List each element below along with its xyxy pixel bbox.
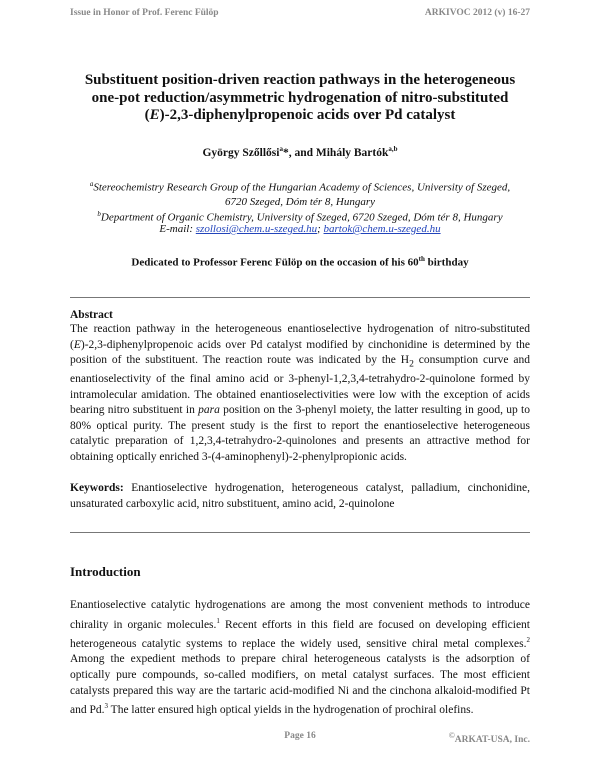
dedication-text-end: birthday	[424, 256, 469, 269]
author-separator: *, and	[282, 146, 316, 159]
author-1: György Szőllősi	[202, 146, 280, 159]
reference-3[interactable]: 3	[104, 702, 108, 711]
page-number: Page 16	[284, 731, 316, 741]
title-line-2: one-pot reduction/asymmetric hydrogenation of nitro-substituted	[91, 89, 509, 106]
title-italic-e: E	[149, 107, 160, 123]
paper-title: Substituent position-driven reaction pathways in the heterogeneous one-pot reduction/asymmetric hydrogenation of nitro-substituted (E)-2,3-diphenylpropenoic acids over Pd catalyst	[84, 72, 516, 123]
affiliation-a-line-2: 6720 Szeged, Dóm tér 8, Hungary	[224, 195, 375, 208]
abstract-heading: Abstract	[70, 309, 113, 321]
intro-part-1: Enantioselective catalytic hydrogenations are among the most convenient methods to introduce chirality in organic molecules.	[70, 599, 530, 631]
reference-2[interactable]: 2	[526, 636, 530, 645]
abstract-top-rule	[70, 297, 530, 298]
keywords-label: Keywords:	[70, 482, 124, 494]
affiliation-a	[60, 177, 540, 209]
email-link-bartok[interactable]: bartok@chem.u-szeged.hu	[323, 223, 441, 235]
email-label: E-mail:	[159, 223, 196, 235]
abstract-bottom-rule	[70, 532, 530, 533]
abstract-h2-subscript: 2	[409, 358, 414, 370]
abstract-part-2: )-2,3-diphenylpropenoic acids over Pd catalyst modified by cinchonidine is determined by the position of the substituent. The reaction route was indicated by the H	[70, 338, 530, 367]
abstract-italic-e: E	[73, 338, 81, 351]
email-separator: ;	[317, 223, 324, 235]
intro-part-2: Recent efforts in this field are focused on developing efficient heterogeneous catalytic systems to replace the widely used, sensitive chiral metal complexes.	[70, 618, 530, 650]
intro-part-4: The latter ensured high optical yields in the hydrogenation of prochiral olefins.	[108, 704, 474, 717]
copyright-symbol: ©	[448, 731, 455, 740]
abstract-part-3: consumption curve and enantioselectivity of the final amino acid or 3-phenyl-1,2,3,4-tetrahydro-2-quinolone formed by intramolecular amidation. The obtained enantioselectivities were low with the exception of acids bearing nitro substituent in	[70, 354, 530, 417]
introduction-text	[70, 598, 530, 719]
author-2-affiliation: a,b	[388, 145, 398, 153]
email-line	[60, 223, 540, 235]
author-2: Mihály Bartók	[315, 146, 389, 159]
introduction-heading: Introduction	[70, 564, 141, 579]
abstract-part-1: The reaction pathway in the heterogeneous enantioselective hydrogenation of nitro-substituted (	[70, 323, 530, 351]
affiliation-b-marker: b	[97, 210, 101, 218]
affiliation-b	[60, 207, 540, 225]
running-header-right: ARKIVOC 2012 (v) 16-27	[424, 8, 530, 18]
affiliation-b-line-1: Department of Organic Chemistry, University of Szeged, 6720 Szeged, Dóm tér 8, Hungary	[100, 211, 503, 224]
title-line-3: -2,3-diphenylpropenoic acids over Pd catalyst	[164, 107, 456, 123]
title-line-1: Substituent position-driven reaction pathways in the heterogeneous	[84, 72, 516, 88]
copyright-text: ARKAT-USA, Inc.	[454, 735, 530, 746]
abstract-part-4: position on the 3-phenyl moiety, the latter resulting in good, up to 80% optical purity. The present study is the first to report the enantioselective heterogeneous catalytic preparation of 1,2,3,4-tetrahydro-2-quinolones and presents an attractive method for obtaining optically enriched 3-(4-aminophenyl)-2-phenylpropionic acids.	[70, 404, 530, 464]
keywords	[70, 481, 530, 512]
reference-1[interactable]: 1	[216, 616, 220, 625]
author-list	[60, 145, 540, 159]
dedication-ordinal: th	[418, 255, 425, 263]
author-1-affiliation: a	[279, 145, 283, 153]
affiliation-a-line-1: Stereochemistry Research Group of the Hungarian Academy of Sciences, University of Szeged,	[93, 181, 511, 194]
abstract-italic-para: para	[198, 404, 220, 417]
copyright	[449, 731, 530, 745]
intro-part-3: Among the expedient methods to prepare chiral heterogeneous catalysts is the adsorption of optically pure compounds, so-called modifiers, on metal catalyst surfaces. The most efficient catalysts prepared this way are the tartaric acid-modified Ni and the cinchona alkaloid-modified Pt and Pd.	[70, 653, 530, 717]
email-link-szollosi[interactable]: szollosi@chem.u-szeged.hu	[195, 223, 318, 235]
running-header-left: Issue in Honor of Prof. Ferenc Fülöp	[70, 8, 219, 18]
keywords-text: Enantioselective hydrogenation, heterogeneous catalyst, palladium, cinchonidine, unsaturated carboxylic acid, nitro substituent, amino acid, 2-quinolone	[70, 482, 530, 510]
dedication	[60, 255, 540, 269]
dedication-text: Dedicated to Professor Ferenc Fülöp on the occasion of his 60	[131, 256, 419, 269]
abstract-text	[70, 322, 530, 466]
affiliation-a-marker: a	[89, 180, 94, 188]
